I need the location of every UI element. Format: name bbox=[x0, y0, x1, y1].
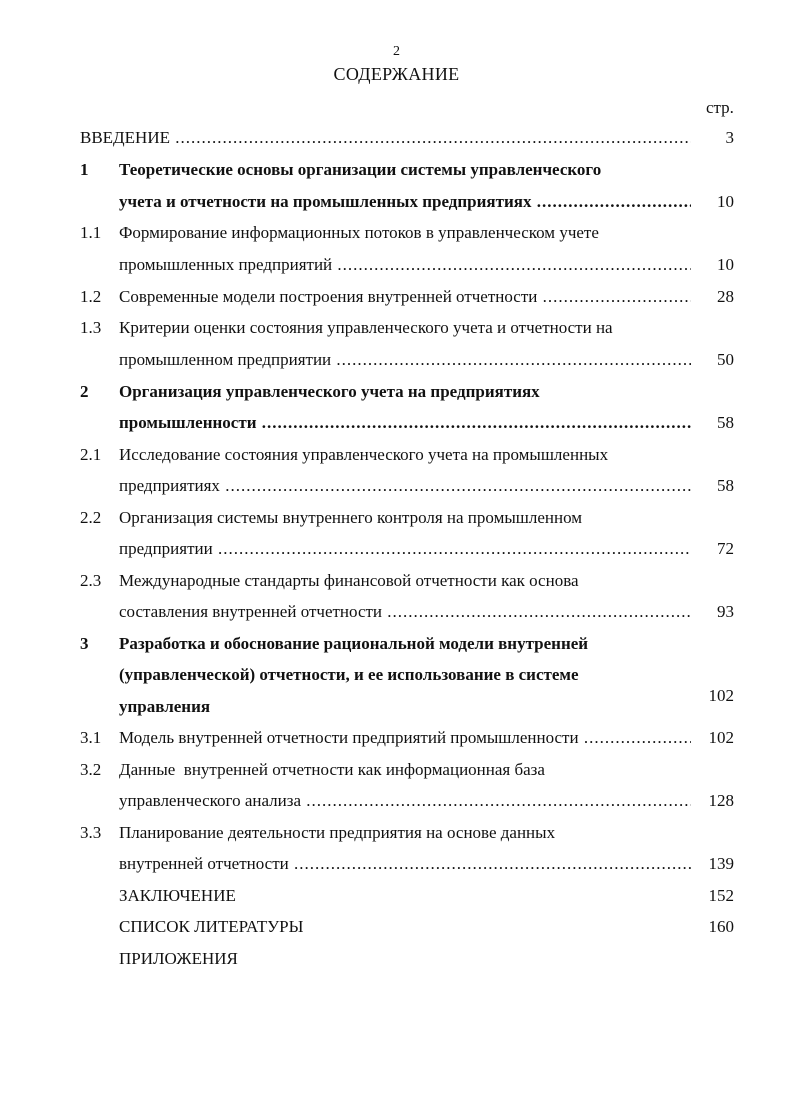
toc-entry-text: Данные внутренней отчетности как информационная база bbox=[119, 760, 545, 779]
toc-entry-text: Организация управленческого учета на предприятиях bbox=[119, 382, 540, 401]
toc-entry-text: ПРИЛОЖЕНИЯ bbox=[119, 949, 238, 968]
toc-entry-text: управленческого анализа ..... bbox=[119, 788, 691, 814]
toc-entry-number: 1.2 bbox=[80, 287, 102, 306]
toc-entry-text: (управленческой) отчетности, и ее использование в системе bbox=[119, 665, 579, 684]
toc-entry-text: Критерии оценки состояния управленческого учета и отчетности на bbox=[119, 318, 613, 337]
toc-entry-text: промышленном предприятии ..... bbox=[119, 347, 691, 373]
toc-entry-number: 2.1 bbox=[80, 445, 102, 464]
toc-entry-text: Формирование информационных потоков в управленческом учете bbox=[119, 223, 599, 242]
toc-entry-text: предприятиях ..... bbox=[119, 473, 691, 499]
toc-entry-text: внутренней отчетности ..... bbox=[119, 851, 691, 877]
toc-entry-page: 58 bbox=[717, 413, 734, 432]
toc-entry-page: 93 bbox=[717, 602, 734, 621]
toc-entry-text: ЗАКЛЮЧЕНИЕ bbox=[119, 886, 236, 905]
pages-column-header: стр. bbox=[706, 98, 734, 117]
page-number: 2 bbox=[393, 44, 400, 59]
toc-entry-text: предприятии ..... bbox=[119, 536, 691, 562]
toc-entry-number: 1 bbox=[80, 160, 89, 179]
toc-entry-page: 50 bbox=[717, 350, 734, 369]
toc-entry-page: 28 bbox=[717, 287, 734, 306]
toc-entry-number: 1.1 bbox=[80, 223, 102, 242]
toc-entry-page: 72 bbox=[717, 539, 734, 558]
toc-entry-number: 1.3 bbox=[80, 318, 102, 337]
toc-entry-number: 3.1 bbox=[80, 728, 102, 747]
toc-entry-text: Международные стандарты финансовой отчетности как основа bbox=[119, 571, 579, 590]
toc-entry-text: Планирование деятельности предприятия на основе данных bbox=[119, 823, 556, 842]
toc-entry-text: составления внутренней отчетности ..... bbox=[119, 599, 691, 625]
toc-entry-text: Исследование состояния управленческого учета на промышленных bbox=[119, 445, 609, 464]
toc-entry-text: Модель внутренней отчетности предприятий промышленности ..... bbox=[119, 725, 691, 751]
toc-entry-text: Современные модели построения внутренней отчетности ..... bbox=[119, 284, 691, 310]
toc-entry-page: 128 bbox=[708, 791, 734, 810]
toc-entry-page: 58 bbox=[717, 476, 734, 495]
toc-entry-number: 2.2 bbox=[80, 508, 102, 527]
toc-entry-page: 3 bbox=[725, 128, 734, 147]
toc-entry-page: 10 bbox=[717, 192, 734, 211]
toc-entry-number: 2.3 bbox=[80, 571, 102, 590]
toc-entry-number: 2 bbox=[80, 382, 89, 401]
toc-entry-text: промышленности ..... bbox=[119, 410, 691, 436]
toc-entry-text: Разработка и обоснование рациональной модели внутренней bbox=[119, 634, 589, 653]
toc-entry-page: 102 bbox=[708, 728, 734, 747]
toc-entry-page: 139 bbox=[708, 854, 734, 873]
toc-entry-text: промышленных предприятий ..... bbox=[119, 252, 691, 278]
toc-entry-number: 3.3 bbox=[80, 823, 102, 842]
toc-entry-page: 10 bbox=[717, 255, 734, 274]
toc-entry-page: 152 bbox=[708, 886, 734, 905]
toc-entry-text: ВВЕДЕНИЕ ..... bbox=[80, 125, 691, 151]
toc-entry-page: 102 bbox=[708, 686, 734, 705]
toc-entry-page: 160 bbox=[708, 917, 734, 936]
toc-entry-text: Теоретические основы организации системы управленческого bbox=[119, 160, 602, 179]
toc-entry-number: 3.2 bbox=[80, 760, 102, 779]
toc-entry-text: СПИСОК ЛИТЕРАТУРЫ bbox=[119, 917, 304, 936]
toc-entry-number: 3 bbox=[80, 634, 89, 653]
page-title: СОДЕРЖАНИЕ bbox=[333, 64, 460, 84]
toc-entry-text: Организация системы внутреннего контроля на промышленном bbox=[119, 508, 583, 527]
toc-entry-text: управления bbox=[119, 697, 211, 716]
toc-entry-text: учета и отчетности на промышленных предприятиях ..... bbox=[119, 189, 691, 215]
